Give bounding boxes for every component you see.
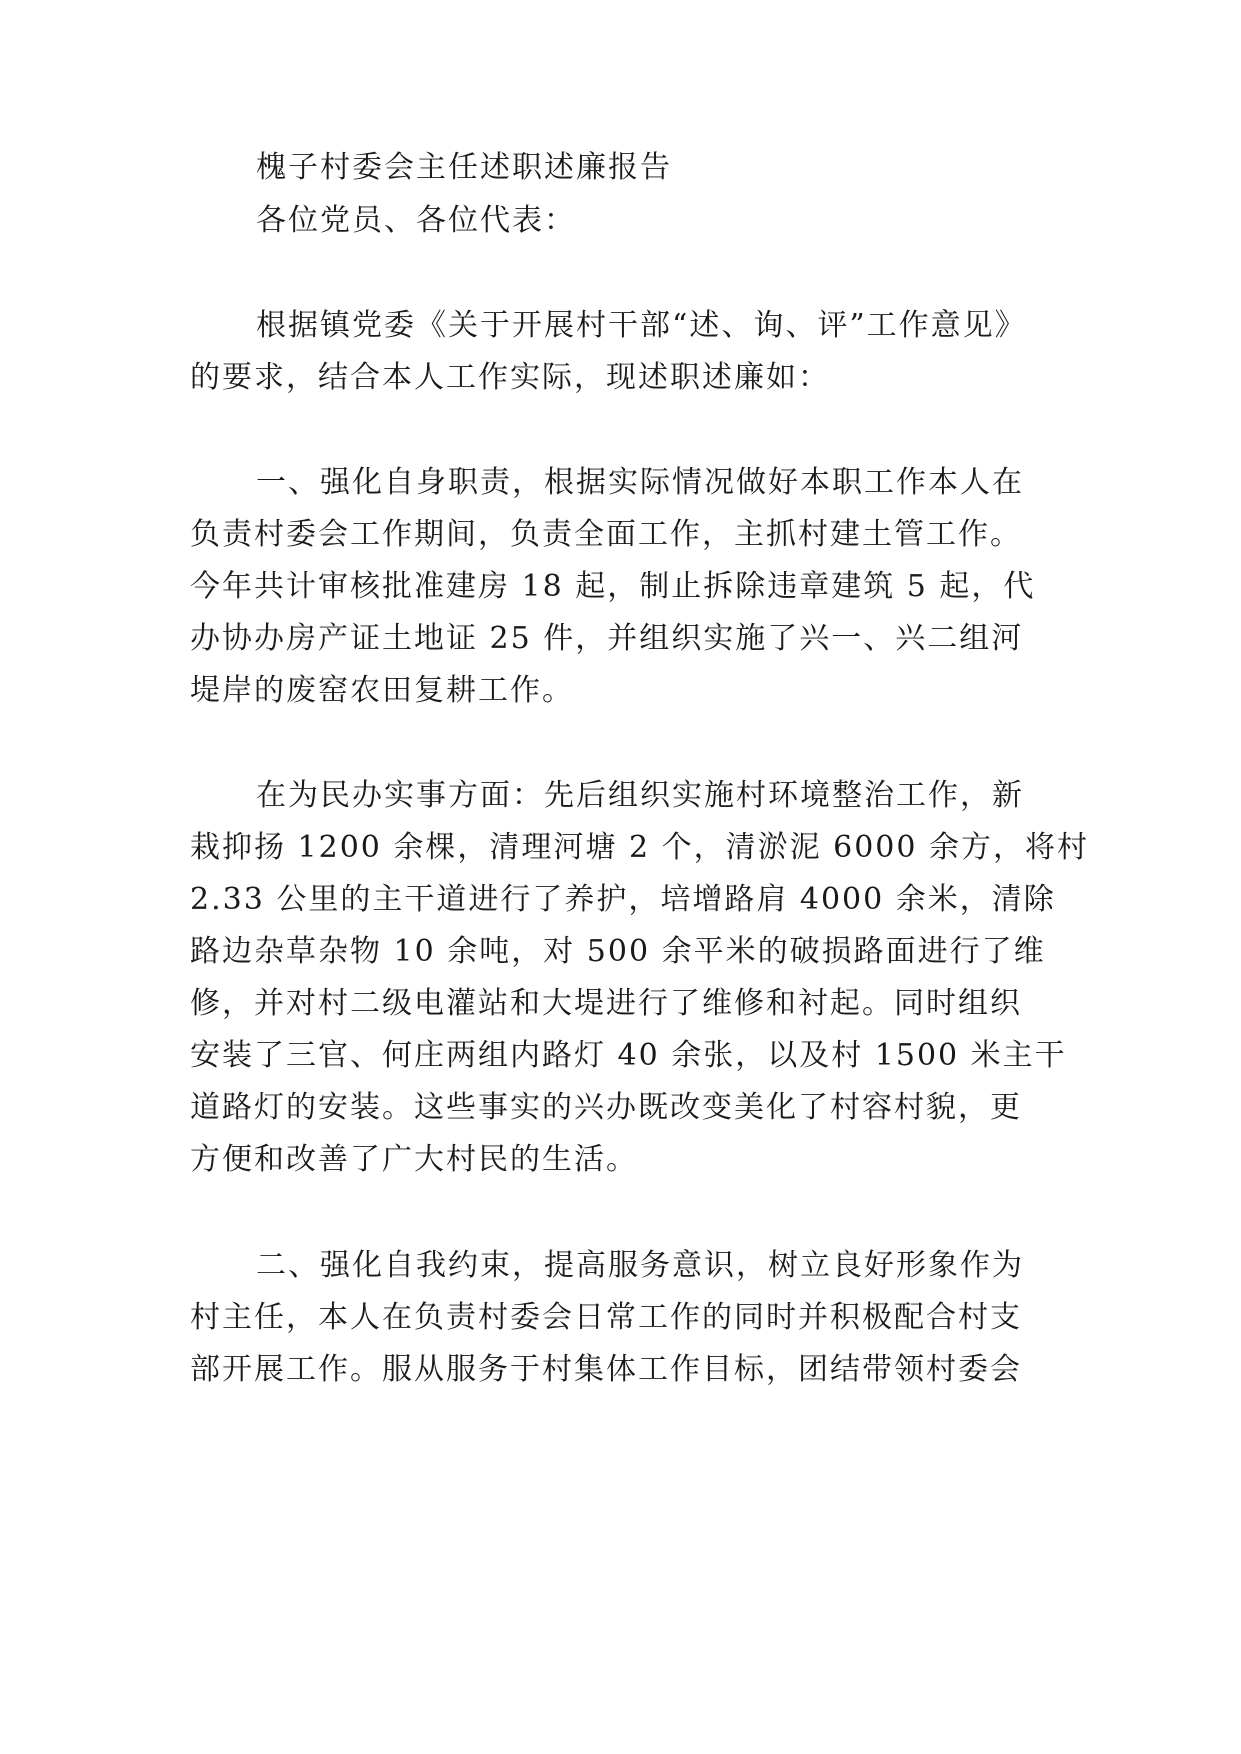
paragraph-line: 方便和改善了广大村民的生活。 — [190, 1142, 638, 1177]
salutation: 各位党员、各位代表： — [256, 203, 576, 238]
paragraph-line: 根据镇党委《关于开展村干部“述、询、评”工作意见》 — [256, 308, 1027, 343]
paragraph-line: 堤岸的废窑农田复耕工作。 — [190, 673, 574, 708]
paragraph-line: 2.33 公里的主干道进行了养护，培增路肩 4000 余米，清除 — [190, 882, 1056, 917]
paragraph-line: 二、强化自我约束，提高服务意识，树立良好形象作为 — [256, 1248, 1024, 1283]
paragraph-line: 办协办房产证土地证 25 件，并组织实施了兴一、兴二组河 — [190, 621, 1024, 656]
paragraph-line: 修，并对村二级电灌站和大堤进行了维修和衬起。同时组织 — [190, 986, 1022, 1021]
paragraph-line: 在为民办实事方面：先后组织实施村环境整治工作，新 — [256, 778, 1024, 813]
paragraph-line: 负责村委会工作期间，负责全面工作，主抓村建土管工作。 — [190, 517, 1022, 552]
paragraph-line: 的要求，结合本人工作实际，现述职述廉如： — [190, 360, 830, 395]
document-title: 槐子村委会主任述职述廉报告 — [256, 150, 672, 185]
paragraph-line: 路边杂草杂物 10 余吨，对 500 余平米的破损路面进行了维 — [190, 934, 1046, 969]
paragraph-line: 今年共计审核批准建房 18 起，制止拆除违章建筑 5 起，代 — [190, 569, 1036, 604]
paragraph-line: 部开展工作。服从服务于村集体工作目标，团结带领村委会 — [190, 1352, 1022, 1387]
paragraph-line: 栽抑扬 1200 余棵，清理河塘 2 个，清淤泥 6000 余方，将村 — [190, 830, 1089, 865]
paragraph-line: 一、强化自身职责，根据实际情况做好本职工作本人在 — [256, 465, 1024, 500]
paragraph-line: 道路灯的安装。这些事实的兴办既改变美化了村容村貌，更 — [190, 1090, 1022, 1125]
paragraph-line: 村主任，本人在负责村委会日常工作的同时并积极配合村支 — [190, 1300, 1022, 1335]
paragraph-line: 安装了三官、何庄两组内路灯 40 余张，以及村 1500 米主干 — [190, 1038, 1067, 1073]
